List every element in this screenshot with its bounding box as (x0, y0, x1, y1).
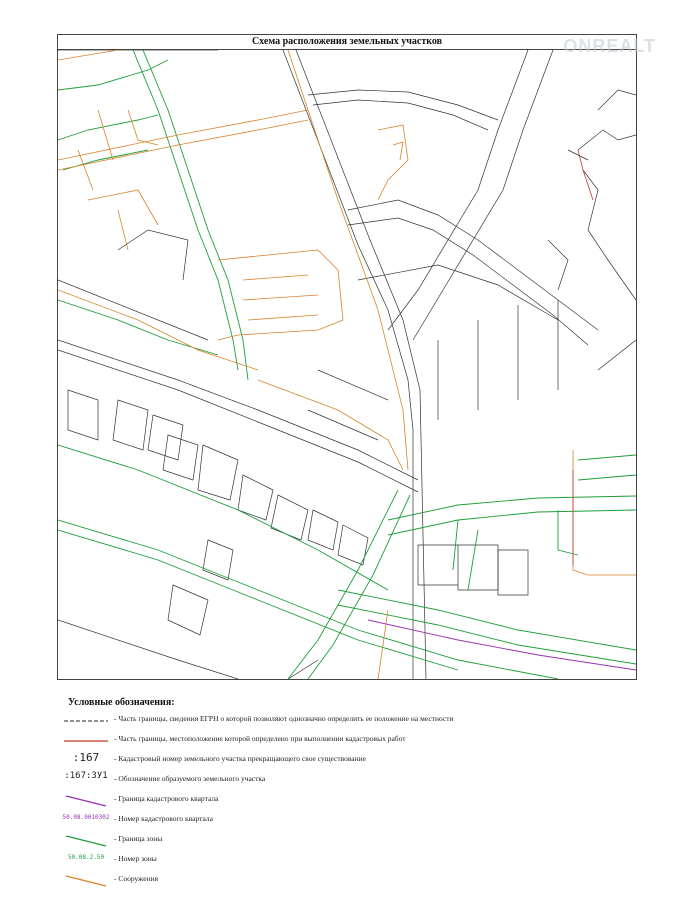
zone-boundaries (58, 50, 636, 679)
quarter-number-symbol: 50.08.0010302 (62, 814, 110, 821)
new-boundary (573, 150, 593, 565)
new-parcel-symbol: :167:ЗУ1 (64, 771, 108, 781)
legend-item: - Сооружения (62, 871, 622, 889)
cadastral-lines (58, 50, 636, 679)
legend-item: 50.08.2.50 - Номер зоны (62, 851, 622, 869)
zone-number-symbol: 50.08.2.50 (67, 854, 105, 861)
black-dashed-line-symbol (62, 715, 110, 727)
legend-item: :167 - Кадастровый номер земельного участка прекращающего свое существование (62, 751, 622, 769)
structures (58, 50, 636, 679)
legend-item: - Граница зоны (62, 831, 622, 849)
cadastral-number-symbol: :167 (72, 751, 100, 764)
legend-item: - Граница кадастрового квартала (62, 791, 622, 809)
map-title: Схема расположения земельных участков (58, 35, 636, 50)
green-line-symbol (62, 835, 110, 847)
cadastral-map (58, 50, 636, 679)
map-frame (57, 34, 637, 680)
legend-title: Условные обозначения: (68, 697, 175, 708)
legend-item: - Часть границы, сведения ЕГРН о которой позволяют однозначно определить ее положение на местности (62, 711, 622, 729)
red-line-symbol (62, 735, 110, 747)
legend-item: - Часть границы, местоположение которой определено при выполнении кадастровых работ (62, 731, 622, 749)
orange-line-symbol (62, 875, 110, 887)
legend (62, 697, 632, 897)
watermark-logo: ONREALT (563, 36, 656, 56)
purple-line-symbol (62, 795, 110, 807)
legend-item: 50.08.0010302 - Номер кадастрового квартала (62, 814, 213, 823)
legend-item: :167:ЗУ1 - Обозначение образуемого земельного участка (62, 771, 622, 789)
